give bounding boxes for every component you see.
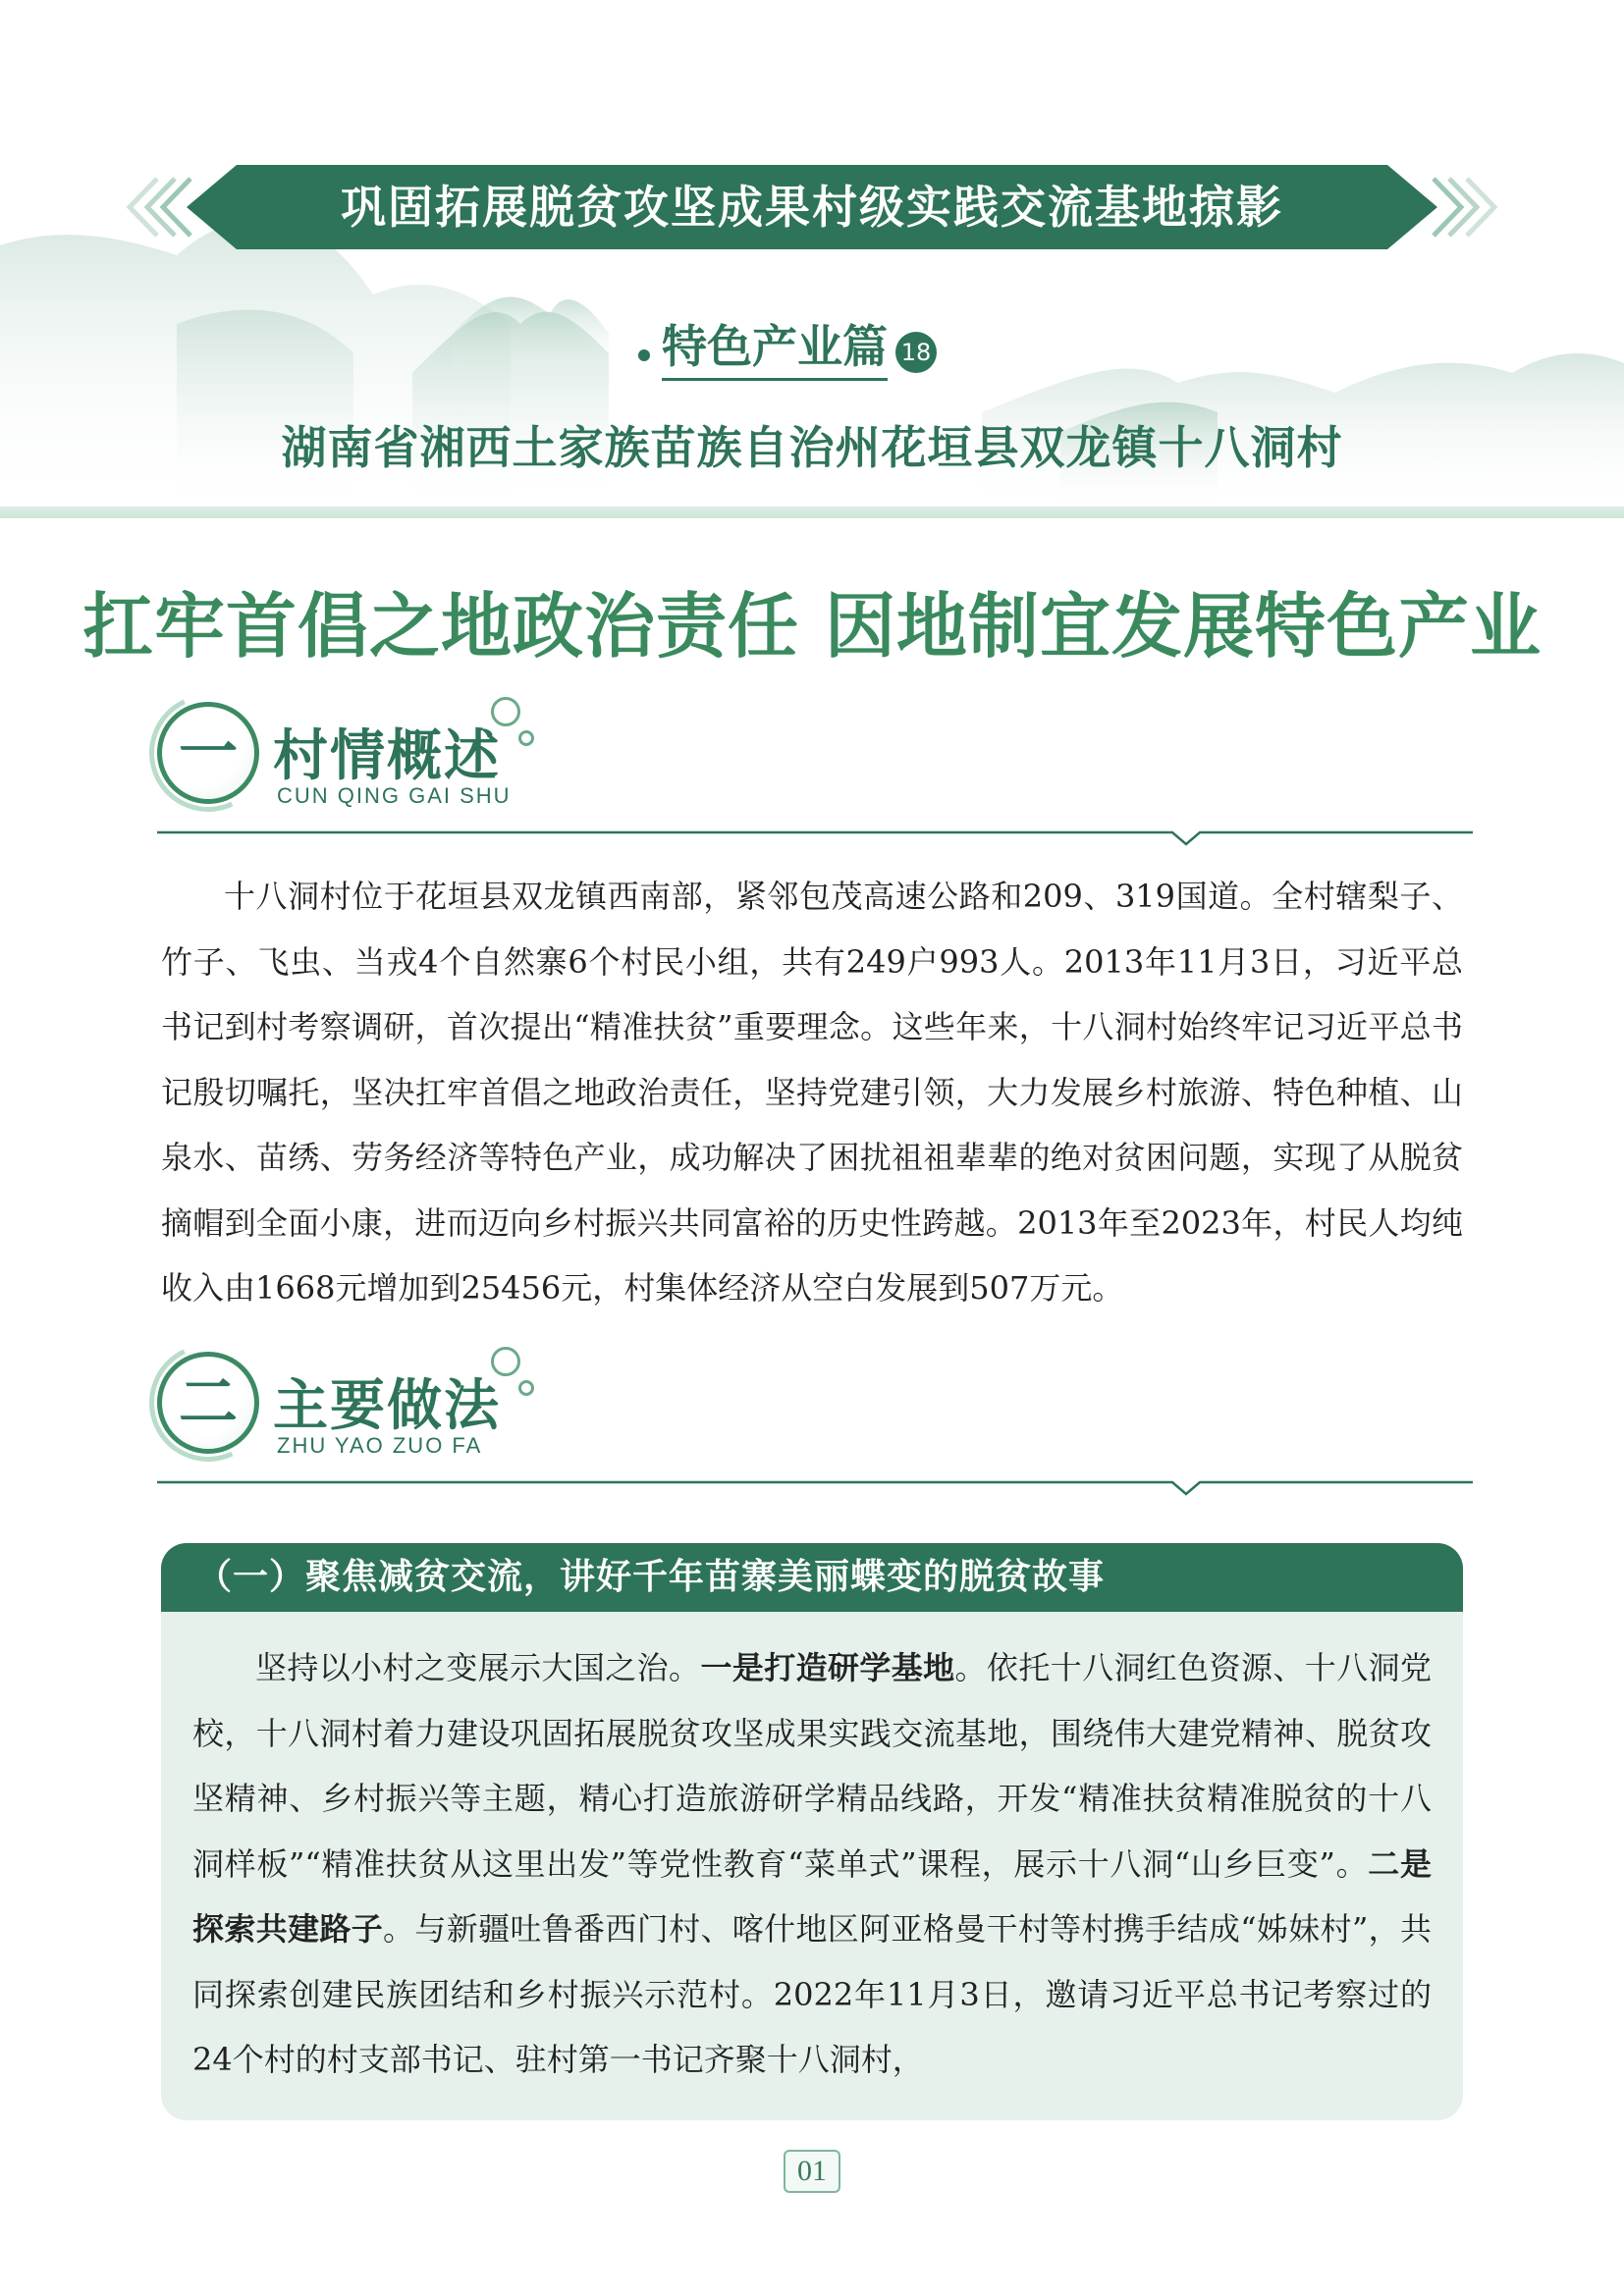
subsection-paragraph — [192, 1635, 1432, 2093]
chevron-left-decor-icon — [124, 175, 192, 240]
section-number: 一 — [179, 719, 238, 787]
section-header-1 — [157, 687, 1473, 834]
header-divider — [0, 507, 1624, 518]
header-banner — [128, 165, 1496, 249]
subsection-heading: （一）聚焦减贫交流，讲好千年苗寨美丽蝶变的脱贫故事 — [196, 1557, 1106, 1597]
bubble-decor-icon — [518, 730, 534, 746]
category-label — [638, 316, 937, 375]
para-text: 。依托十八洞红色资源、十八洞党校，十八洞村着力建设巩固拓展脱贫攻坚成果实践交流基地，围绕伟大建党精神、脱贫攻坚精神、乡村振兴等主题，精心打造旅游研学精品线路，开发“精准扶贫精准脱贫的十八洞样板”“精准扶贫从这里出发”等党性教育“菜单式”课程，展示十八洞“山乡巨变”。 — [192, 1649, 1432, 1883]
section-title: 村情概述 — [273, 724, 501, 788]
para-text: 坚持以小村之变展示大国之治。 — [255, 1649, 701, 1686]
section-pinyin: CUN QING GAI SHU — [277, 783, 512, 808]
chevron-right-decor-icon — [1432, 175, 1500, 240]
section-header-2 — [157, 1337, 1473, 1484]
section-title: 主要做法 — [273, 1374, 501, 1438]
village-name: 湖南省湘西土家族苗族自治州花垣县双龙镇十八洞村 — [281, 421, 1343, 474]
section-1-paragraph: 十八洞村位于花垣县双龙镇西南部，紧邻包茂高速公路和209、319国道。全村辖梨子、竹子、飞虫、当戎4个自然寨6个村民小组，共有249户993人。2013年11月3日，习近平总书记到村考察调研，首次提出“精准扶贫”重要理念。这些年来，十八洞村始终牢记习近平总书记殷切嘱托，坚决扛牢首倡之地政治责任，坚持党建引领，大力发展乡村旅游、特色种植、山泉水、苗绣、劳务经济等特色产业，成功解决了困扰祖祖辈辈的绝对贫困问题，实现了从脱贫摘帽到全面小康，进而迈向乡村振兴共同富裕的历史性跨越。2013年至2023年，村民人均纯收入由1668元增加到25456元，村集体经济从空白发展到507万元。 — [161, 878, 1463, 1307]
category-number-badge: 18 — [895, 332, 937, 373]
bold-point-1: 一是打造研学基地 — [700, 1649, 955, 1686]
page-number: 01 — [784, 2150, 840, 2193]
category-text: 特色产业篇 — [662, 311, 888, 381]
section-number: 二 — [179, 1368, 238, 1437]
bold-point-2: 二是探索共建路子 — [192, 1844, 1432, 1948]
bubble-decor-icon — [518, 1380, 534, 1396]
article-title: 扛牢首倡之地政治责任 因地制宜发展特色产业 — [81, 584, 1543, 667]
banner-title: 巩固拓展脱贫攻坚成果村级实践交流基地掠影 — [341, 181, 1283, 234]
section-underline — [157, 1474, 1473, 1498]
section-pinyin: ZHU YAO ZUO FA — [277, 1433, 483, 1458]
section-underline — [157, 825, 1473, 848]
para-text: 。与新疆吐鲁番西门村、喀什地区阿亚格曼干村等村携手结成“姊妹村”，共同探索创建民族团结和乡村振兴示范村。2022年11月3日，邀请习近平总书记考察过的24个村的村支部书记、驻村第一书记齐聚十八洞村， — [192, 1910, 1432, 2078]
dot-icon — [638, 349, 650, 361]
